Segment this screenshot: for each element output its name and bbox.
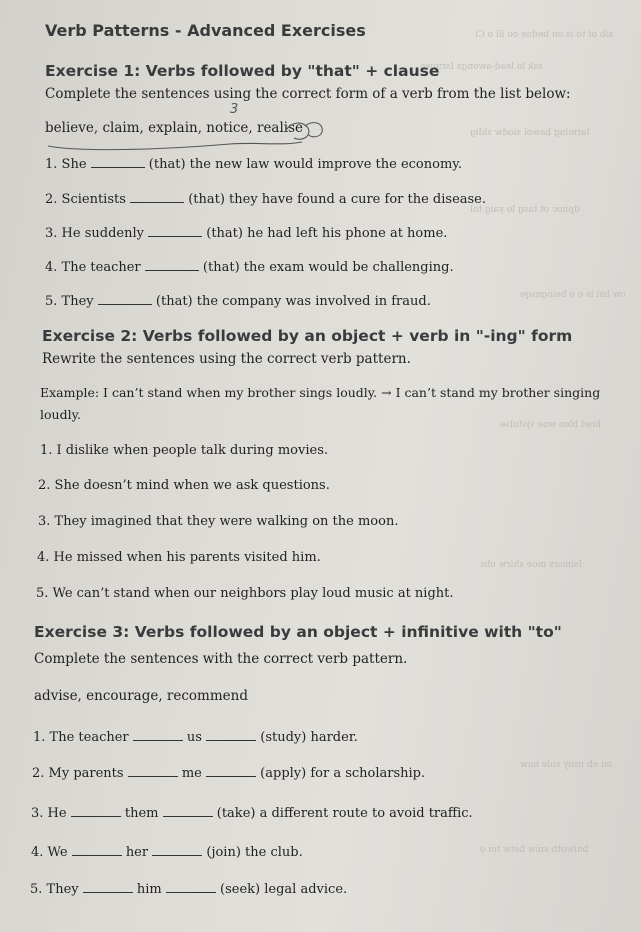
exercise-1-item: 1. She (that) the new law would improve the economy. xyxy=(45,157,463,172)
page-title: Verb Patterns - Advanced Exercises xyxy=(45,21,366,40)
exercise-3-instruction: Complete the sentences with the correct verb pattern. xyxy=(34,651,408,667)
show-through-text: dpnoc ot tasg lo yaig tol xyxy=(470,205,580,215)
exercise-1-item: 2. Scientists (that) they have found a cure for the disease. xyxy=(45,192,487,207)
show-through-text: sib of to is on bedue oo ill o Ci xyxy=(475,30,614,40)
answer-blank[interactable] xyxy=(83,880,133,893)
exercise-3-word-list: advise, encourage, recommend xyxy=(34,688,248,704)
show-through-text: ou ob nsoy snie naw xyxy=(520,760,613,770)
answer-blank[interactable] xyxy=(206,728,256,741)
exercise-2-instruction: Rewrite the sentences using the correct verb pattern. xyxy=(42,351,411,367)
exercise-3-item: 1. The teacher us (study) harder. xyxy=(33,730,358,745)
show-through-text: ssk lo lead-awongs Isrmwe xyxy=(420,62,543,72)
exercise-3-item: 3. He them (take) a different route to avoid traffic. xyxy=(31,806,473,821)
exercise-1-item: 4. The teacher (that) the exam would be challenging. xyxy=(45,260,454,275)
exercise-2-item: 1. I dislike when people talk during movies. xyxy=(40,443,329,458)
handwritten-scribble xyxy=(40,108,330,156)
show-through-text: bniwoth sniw bstw toi o xyxy=(480,845,589,855)
answer-blank[interactable] xyxy=(148,224,202,237)
answer-blank[interactable] xyxy=(152,843,202,856)
answer-blank[interactable] xyxy=(206,764,256,777)
answer-blank[interactable] xyxy=(128,764,178,777)
handwritten-mark: 3 xyxy=(230,102,239,117)
answer-blank[interactable] xyxy=(71,804,121,817)
answer-blank[interactable] xyxy=(163,804,213,817)
answer-blank[interactable] xyxy=(145,258,199,271)
show-through-text: larming bawol siodw sldig xyxy=(470,128,590,138)
exercise-1-heading: Exercise 1: Verbs followed by "that" + clause xyxy=(45,62,440,80)
exercise-2-item: 3. They imagined that they were walking on the moon. xyxy=(38,514,399,529)
show-through-text: bnel bleo woe vjstulse xyxy=(500,420,601,430)
exercise-3-heading: Exercise 3: Verbs followed by an object + infinitive with "to" xyxy=(34,623,562,641)
answer-blank[interactable] xyxy=(72,843,122,856)
answer-blank[interactable] xyxy=(98,292,152,305)
exercise-2-heading: Exercise 2: Verbs followed by an object + verb in "-ing" form xyxy=(42,327,573,345)
exercise-1-word-list: believe, claim, explain, notice, realise xyxy=(45,120,304,136)
exercise-2-example-continued: loudly. xyxy=(40,407,81,422)
show-through-text: ow bsi ls o o beiognsqe xyxy=(520,290,626,300)
answer-blank[interactable] xyxy=(130,190,184,203)
exercise-2-item: 4. He missed when his parents visited him. xyxy=(37,550,321,565)
answer-blank[interactable] xyxy=(91,155,145,168)
exercise-1-item: 5. They (that) the company was involved in fraud. xyxy=(45,294,431,309)
answer-blank[interactable] xyxy=(133,728,183,741)
exercise-3-item: 4. We her (join) the club. xyxy=(31,845,303,860)
exercise-1-item: 3. He suddenly (that) he had left his phone at home. xyxy=(45,226,448,241)
exercise-3-item: 5. They him (seek) legal advice. xyxy=(30,882,348,897)
exercise-3-item: 2. My parents me (apply) for a scholarship. xyxy=(32,766,426,781)
answer-blank[interactable] xyxy=(166,880,216,893)
show-through-text: Isimsrs moe shirw obs xyxy=(480,560,583,570)
exercise-2-item: 5. We can’t stand when our neighbors play loud music at night. xyxy=(36,586,454,601)
exercise-2-item: 2. She doesn’t mind when we ask questions. xyxy=(38,478,330,493)
exercise-2-example: Example: I can’t stand when my brother sings loudly. → I can’t stand my brother singing xyxy=(40,385,601,400)
exercise-1-instruction: Complete the sentences using the correct form of a verb from the list below: xyxy=(45,86,571,102)
